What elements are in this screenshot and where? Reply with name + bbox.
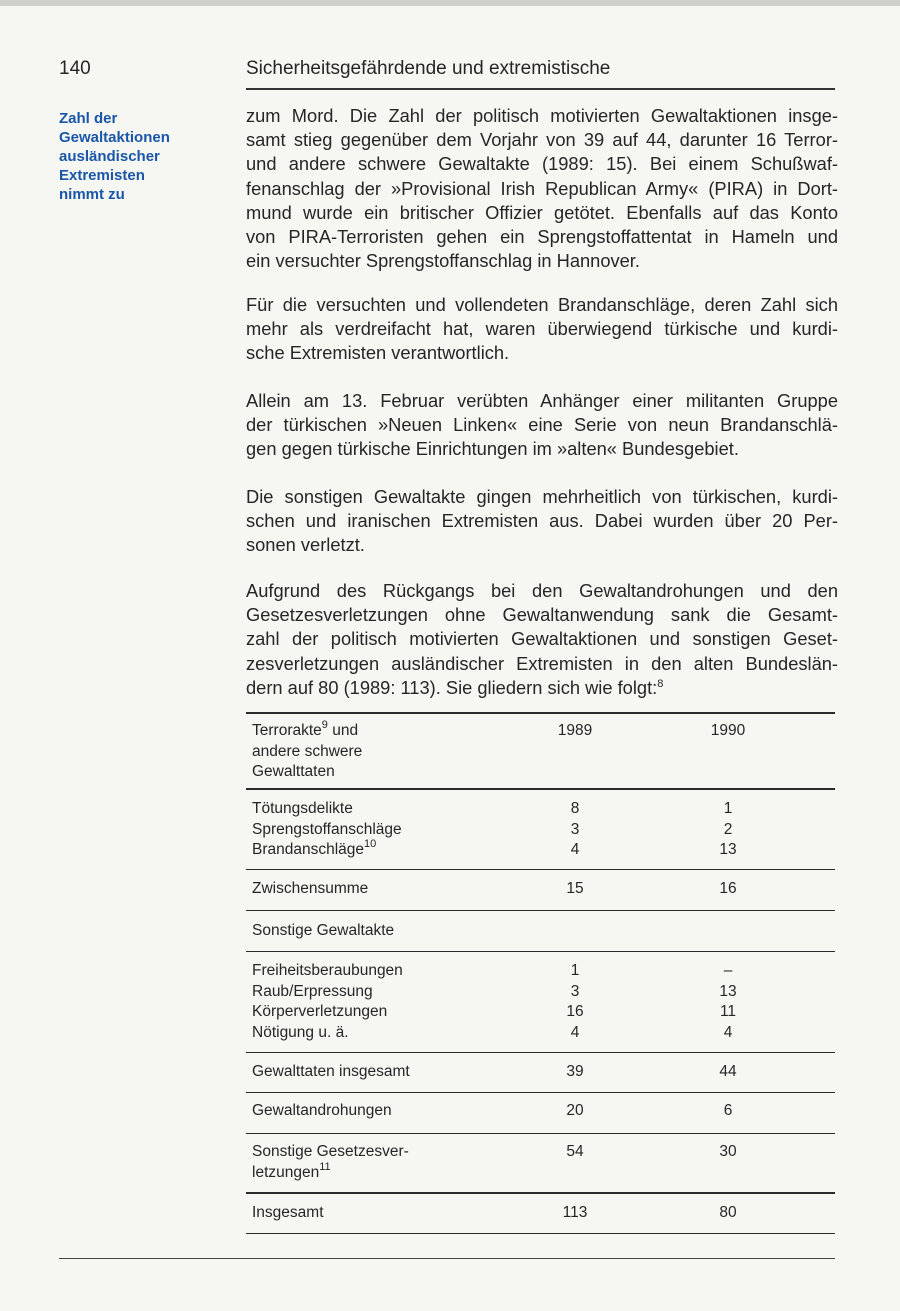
group2-values-1990	[683, 961, 773, 1043]
header-label-line	[252, 721, 492, 742]
table-cell: 6	[723, 1102, 733, 1119]
row-label-line: Sonstige Gesetzesver-	[252, 1143, 409, 1160]
table-cell: 30	[719, 1143, 737, 1160]
text-line: und andere schwere Gewaltakte (1989: 15). Bei einem Schußwaf-	[246, 153, 838, 175]
footnote-mark: 8	[657, 677, 664, 690]
table-header-rule	[246, 788, 835, 790]
group1-values-1989	[530, 799, 620, 861]
paragraph-1	[246, 104, 838, 273]
table-rule	[246, 869, 835, 870]
table-rule	[246, 951, 835, 952]
column-header-1990: 1990	[710, 722, 746, 739]
table-cell: 1	[723, 800, 733, 817]
table-cell: 11	[719, 1003, 737, 1020]
page-top-edge	[0, 0, 900, 6]
table-cell: 16	[719, 880, 737, 897]
table-cell: 4	[570, 1023, 580, 1041]
table-rule	[246, 1092, 835, 1093]
table-cell: –	[723, 962, 733, 979]
table-header-label	[252, 721, 492, 783]
table-cell: 4	[723, 1023, 733, 1041]
text-line: ein versuchter Sprengstoffanschlag in Hannover.	[246, 250, 640, 272]
margin-note-line: Extremisten	[59, 167, 145, 184]
row-label: Raub/Erpressung	[252, 982, 373, 1000]
text-line: Aufgrund des Rückgangs bei den Gewaltandrohungen und den	[246, 580, 838, 601]
footnote-mark: 10	[364, 838, 377, 850]
header-label-text: Terrorakte	[252, 722, 322, 739]
table-cell: 44	[719, 1063, 737, 1080]
table-rule	[246, 1052, 835, 1053]
text-line: mund wurde ein britischer Offizier getötet. Ebenfalls auf das Konto	[246, 201, 838, 223]
footnote-mark: 11	[319, 1160, 331, 1173]
row-label-line	[252, 1160, 492, 1184]
table-top-rule	[246, 712, 835, 714]
table-bottom-rule	[246, 1233, 835, 1234]
header-label-text: und	[327, 722, 359, 739]
row-label	[252, 840, 492, 861]
group1-values-1990	[683, 799, 773, 861]
row-label-gewalttaten-insgesamt: Gewalttaten insgesamt	[252, 1063, 410, 1080]
column-header-1989: 1989	[557, 722, 593, 739]
table-cell: 3	[570, 820, 580, 838]
table-cell: 54	[566, 1143, 584, 1160]
table-cell: 13	[719, 982, 737, 1000]
table-rule	[246, 1192, 835, 1194]
page-number: 140	[59, 58, 91, 79]
running-head: Sicherheitsgefährdende und extremistische	[246, 58, 611, 79]
paragraph-5	[246, 579, 838, 700]
text-line: Für die versuchten und vollendeten Brandanschläge, deren Zahl sich	[246, 294, 838, 315]
text-line: schen und iranischen Extremisten aus. Dabei wurden über 20 Per-	[246, 510, 838, 532]
row-label: Nötigung u. ä.	[252, 1023, 349, 1041]
row-label: Freiheitsberaubungen	[252, 962, 403, 979]
text-line: gen gegen türkische Einrichtungen im »alten« Bundesgebiet.	[246, 438, 739, 460]
table-cell: 113	[562, 1204, 588, 1221]
text-fragment: dern auf 80 (1989: 113). Sie gliedern sich wie folgt:	[246, 676, 658, 698]
table-cell: 16	[566, 1003, 584, 1020]
row-label-gewaltandrohungen: Gewaltandrohungen	[252, 1102, 392, 1119]
table-cell: 80	[719, 1204, 737, 1221]
row-label-text: Brandanschläge	[252, 841, 365, 858]
paragraph-4	[246, 485, 838, 558]
paragraph-2	[246, 293, 838, 366]
row-label: Körperverletzungen	[252, 1003, 388, 1020]
margin-note-line: nimmt zu	[59, 186, 125, 203]
table-cell: 1	[570, 962, 580, 979]
section-heading-sonstige: Sonstige Gewaltakte	[252, 922, 395, 939]
table-cell: 15	[566, 880, 584, 897]
text-line: mehr als verdreifacht hat, waren überwiegend türkische und kurdi-	[246, 318, 838, 340]
text-line: sonen verletzt.	[246, 534, 365, 556]
text-line: Gesetzesverletzungen ohne Gewaltanwendung sank die Gesamt-	[246, 604, 838, 626]
table-rule	[246, 1133, 835, 1134]
row-label-text: letzungen	[252, 1163, 320, 1181]
row-label-insgesamt: Insgesamt	[252, 1204, 324, 1221]
margin-note-line: Zahl der	[59, 110, 118, 127]
margin-note-line: Gewaltaktionen	[59, 129, 170, 146]
table-cell: 13	[719, 841, 737, 858]
row-label: Sprengstoffanschläge	[252, 820, 402, 838]
group2-labels	[252, 961, 492, 1043]
row-label: Tötungsdelikte	[252, 800, 353, 817]
footnote-mark: 9	[321, 719, 328, 731]
text-line: sche Extremisten verantwortlich.	[246, 342, 510, 364]
text-line: der türkischen »Neuen Linken« eine Serie von neun Brandanschlä-	[246, 414, 838, 436]
table-cell: 20	[566, 1102, 584, 1119]
table-rule	[246, 910, 835, 911]
margin-note-line: ausländischer	[59, 148, 160, 165]
text-line: Die sonstigen Gewaltakte gingen mehrheitlich von türkischen, kurdi-	[246, 486, 838, 507]
text-line: zesverletzungen ausländischer Extremisten in den alten Bundeslän-	[246, 652, 838, 674]
text-line: samt stieg gegenüber dem Vorjahr von 39 auf 44, darunter 16 Terror-	[246, 129, 838, 151]
header-label-line: andere schwere	[252, 742, 363, 760]
table-cell: 3	[570, 982, 580, 1000]
text-line: Allein am 13. Februar verübten Anhänger einer militanten Gruppe	[246, 390, 838, 411]
text-line: zum Mord. Die Zahl der politisch motivierten Gewaltaktionen insge-	[246, 105, 838, 126]
group2-values-1989	[530, 961, 620, 1043]
margin-note	[59, 109, 229, 204]
text-line: fenanschlag der »Provisional Irish Republican Army« (PIRA) in Dort-	[246, 177, 838, 199]
table-cell: 39	[566, 1063, 584, 1080]
header-rule	[246, 88, 835, 90]
header-label-line: Gewalttaten	[252, 763, 335, 780]
table-cell: 2	[723, 820, 733, 838]
page-bottom-rule	[59, 1258, 835, 1259]
text-line: zahl der politisch motivierten Gewaltaktionen und sonstigen Geset-	[246, 628, 838, 650]
table-cell: 8	[570, 800, 580, 817]
text-line	[246, 676, 838, 700]
text-line: von PIRA-Terroristen gehen ein Sprengstoffattentat in Hameln und	[246, 226, 838, 248]
row-label-zwischensumme: Zwischensumme	[252, 880, 369, 897]
table-cell: 4	[570, 841, 580, 858]
group1-labels	[252, 799, 492, 861]
paragraph-3	[246, 389, 838, 462]
row-label-sonstige-gesetzesverletzungen	[252, 1142, 492, 1183]
